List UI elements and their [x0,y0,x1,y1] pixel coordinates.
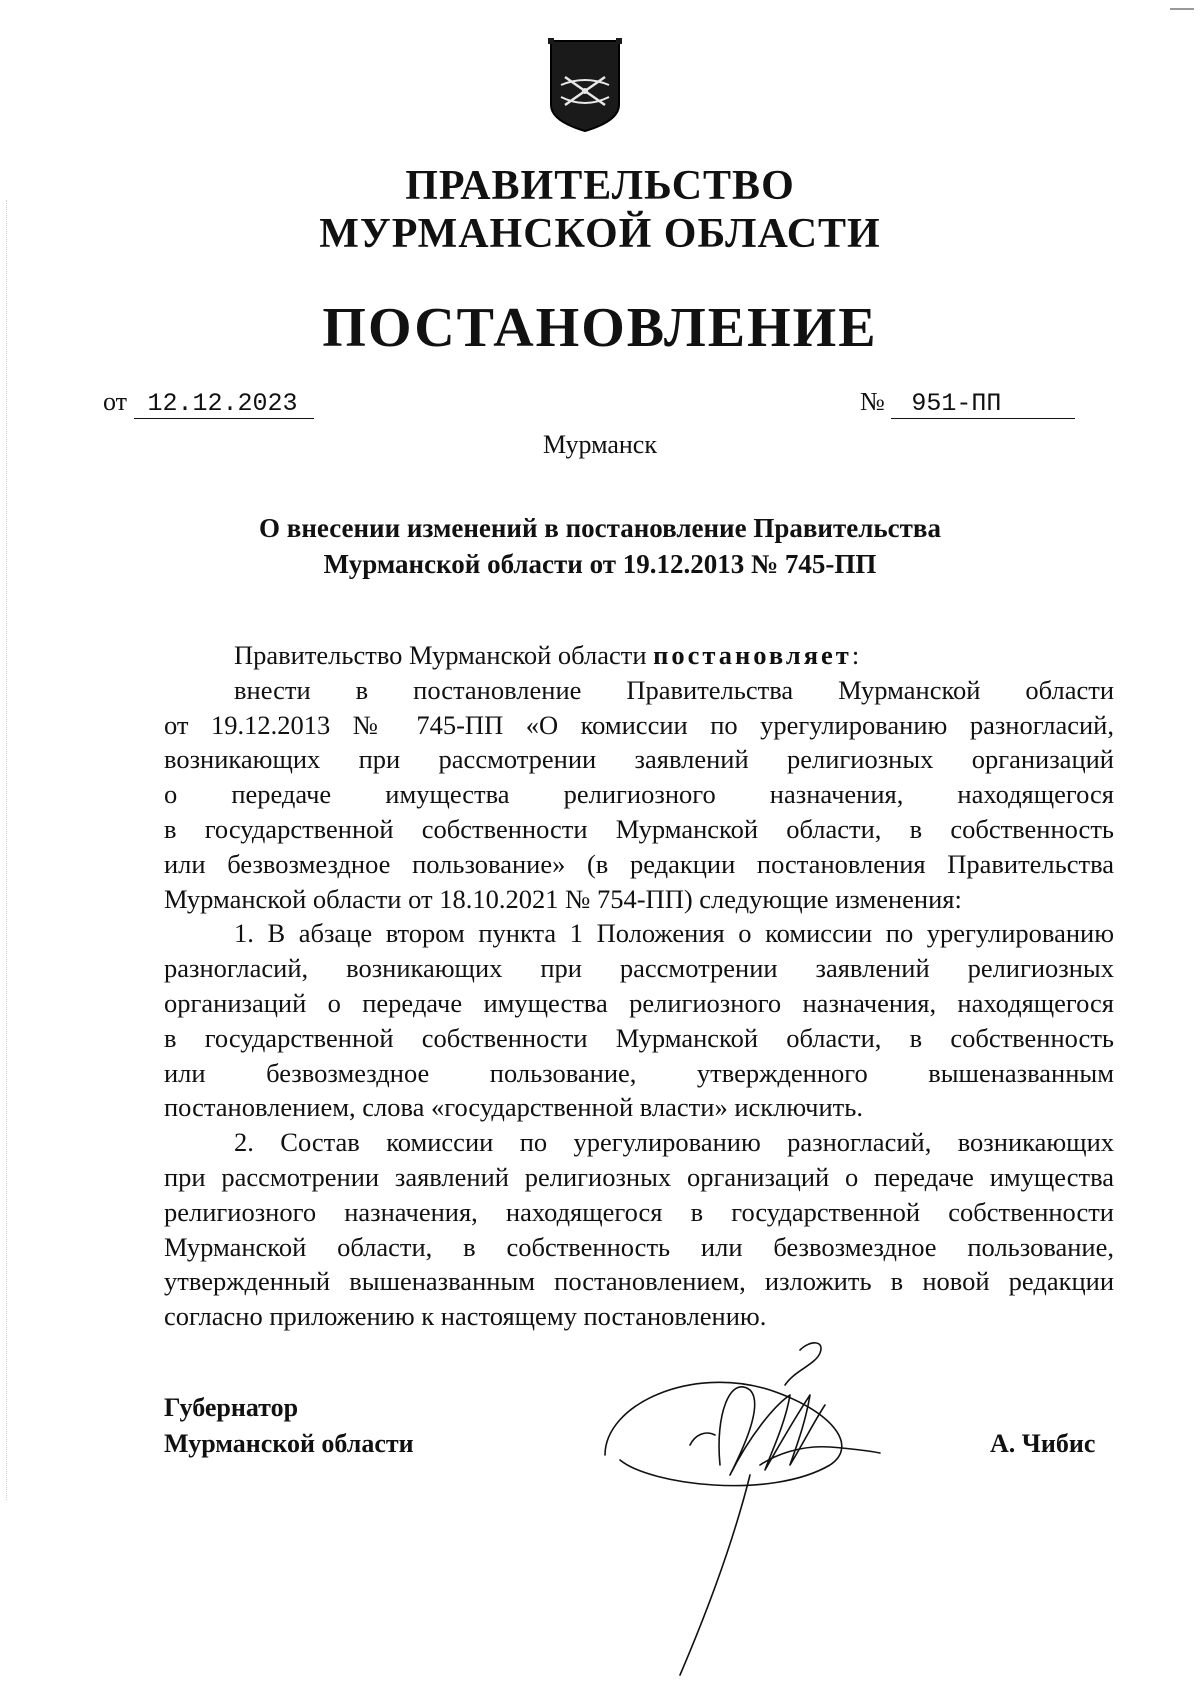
signatory-position-line: Мурманской области [164,1429,414,1458]
government-title-line1: ПРАВИТЕЛЬСТВО [405,163,795,209]
body-line: организаций о передаче имущества религиозного назначения, находящегося [164,987,1114,1018]
document-number: 951-ПП [891,390,1075,419]
date-prefix: от [103,387,128,416]
intro-line [164,638,1114,673]
coat-of-arms-emblem [545,35,625,135]
body-line: от 19.12.2013 № 745-ПП «О комиссии по урегулированию разногласий, [164,709,1114,740]
document-date-row [103,386,314,419]
body-line: о передаче имущества религиозного назначения, находящегося [164,779,1114,810]
body-line: Мурманской области от 18.10.2021 № 754-ПП) следующие изменения: [164,883,962,914]
scan-margin-dots [6,200,8,1500]
body-line: 2. Состав комиссии по урегулированию разногласий, возникающих [234,1127,1114,1158]
intro-suffix: : [851,640,860,670]
body-line: возникающих при рассмотрении заявлений религиозных организаций [164,744,1114,775]
body-line: религиозного назначения, находящегося в государственной собственности [164,1196,1114,1227]
signatory-name: А. Чибис [990,1429,1096,1458]
signatory-position [164,1390,414,1462]
handwritten-signature [600,1335,940,1690]
document-body [164,638,1114,1334]
city-name: Мурманск [543,430,657,459]
government-title-line2: МУРМАНСКОЙ ОБЛАСТИ [319,211,881,257]
intro-prefix: Правительство Мурманской области [234,640,654,670]
scan-edge-mark [1170,8,1194,10]
body-line: согласно приложению к настоящему постановлению. [164,1301,767,1332]
body-line: Мурманской области, в собственность или безвозмездное пользование, [164,1231,1114,1262]
document-type-title: ПОСТАНОВЛЕНИЕ [322,297,878,359]
number-prefix: № [860,387,885,416]
body-line: внести в постановление Правительства Мурманской области [234,674,1114,705]
body-line: или безвозмездное пользование» (в редакции постановления Правительства [164,848,1114,879]
body-line: или безвозмездное пользование, утвержденного вышеназванным [164,1057,1114,1088]
body-line: постановлением, слова «государственной власти» исключить. [164,1092,863,1123]
signatory-position-line: Губернатор [164,1393,299,1422]
subject-line: Мурманской области от 19.12.2013 № 745-ПП [323,549,877,579]
document-date: 12.12.2023 [134,390,314,419]
subject-line: О внесении изменений в постановление Правительства [259,513,941,543]
body-line: в государственной собственности Мурманской области, в собственность [164,813,1114,844]
body-line: утвержденный вышеназванным постановлением, изложить в новой редакции [164,1266,1114,1297]
document-number-row [860,386,1075,419]
document-subject [0,510,1200,582]
body-line: 1. В абзаце втором пункта 1 Положения о комиссии по урегулированию [234,918,1114,949]
body-line: разногласий, возникающих при рассмотрении заявлений религиозных [164,953,1114,984]
body-line: в государственной собственности Мурманской области, в собственность [164,1022,1114,1053]
intro-decree-word: постановляет [653,640,852,670]
body-line: при рассмотрении заявлений религиозных организаций о передаче имущества [164,1161,1114,1192]
